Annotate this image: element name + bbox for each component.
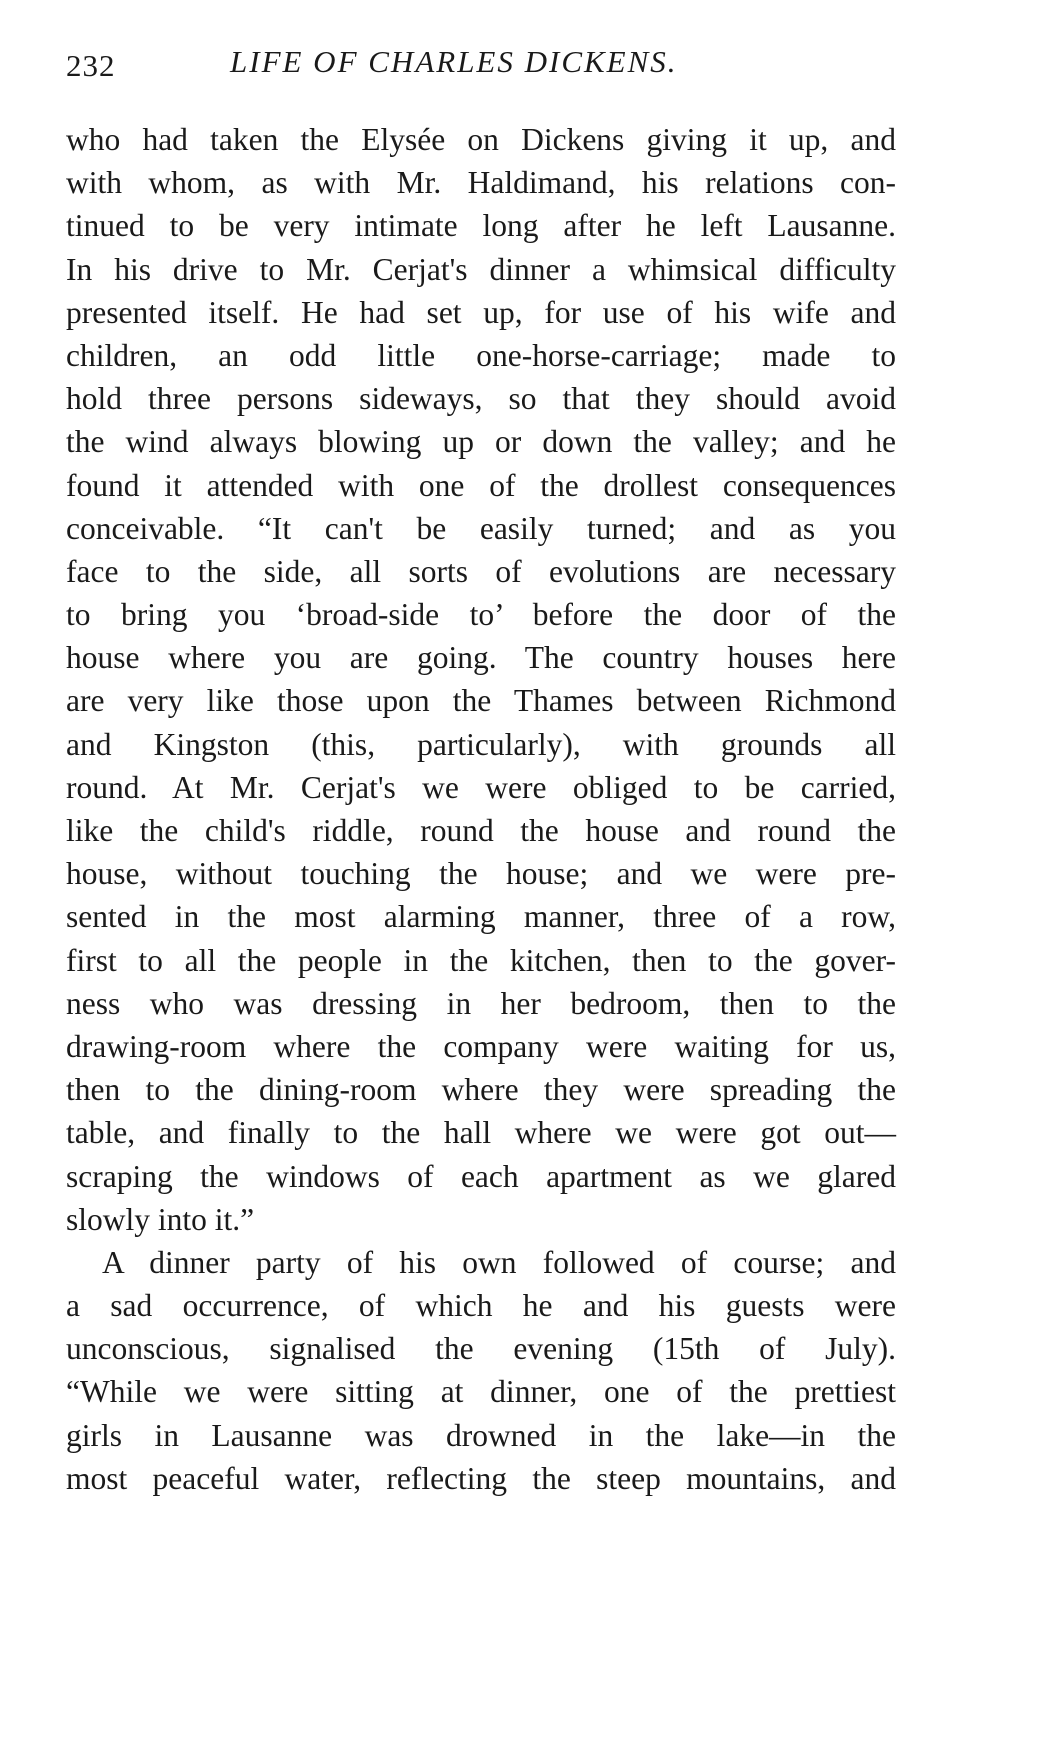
text-line: like the child's riddle, round the house and round the <box>66 813 896 848</box>
text-line: slowly into it.” <box>66 1201 255 1237</box>
text-line: and Kingston (this, particularly), with grounds all <box>66 726 896 762</box>
text-line: then to the dining-room where they were spreading the <box>66 1072 896 1108</box>
text-line: presented itself. He had set up, for use of his wife and <box>66 294 896 330</box>
text-line: tinued to be very intimate long after he left Lausanne. <box>66 208 896 244</box>
text-line: the wind always blowing up or down the valley; and he <box>66 424 896 460</box>
running-head <box>66 42 896 86</box>
text-line: unconscious, signalised the evening (15th of July). <box>66 1331 896 1367</box>
text-line: A dinner party of his own followed of course; and <box>102 1244 896 1280</box>
text-line: scraping the windows of each apartment as we glared <box>66 1158 896 1194</box>
text-line: drawing-room where the company were waiting for us, <box>66 1028 896 1064</box>
text-line: round. At Mr. Cerjat's we were obliged to be carried, <box>66 769 896 805</box>
paragraph-2 <box>66 1241 896 1500</box>
text-line: table, and finally to the hall where we were got out— <box>66 1115 896 1151</box>
text-line: house where you are going. The country houses here <box>66 640 896 676</box>
text-line: ness who was dressing in her bedroom, then to the <box>66 985 896 1021</box>
text-line: children, an odd little one-horse-carriage; made to <box>66 337 896 373</box>
text-line: most peaceful water, reflecting the steep mountains, and <box>66 1460 896 1496</box>
text-line: “While we were sitting at dinner, one of the prettiest <box>66 1374 896 1410</box>
text-line: are very like those upon the Thames between Richmond <box>66 683 896 719</box>
page-number: 232 <box>66 48 116 83</box>
text-line: conceivable. “It can't be easily turned; and as you <box>66 510 896 546</box>
text-line: face to the side, all sorts of evolutions are necessary <box>66 553 896 589</box>
text-line: first to all the people in the kitchen, then to the gover- <box>66 942 896 978</box>
text-line: girls in Lausanne was drowned in the lake—in the <box>66 1417 896 1453</box>
text-line: a sad occurrence, of which he and his guests were <box>66 1288 896 1324</box>
running-title: LIFE OF CHARLES DICKENS. <box>230 44 678 79</box>
text-line: In his drive to Mr. Cerjat's dinner a whimsical difficulty <box>66 251 896 287</box>
text-line: sented in the most alarming manner, three of a row, <box>66 899 896 935</box>
text-line: house, without touching the house; and we were pre- <box>66 856 896 892</box>
text-line: to bring you ‘broad-side to’ before the door of the <box>66 597 896 633</box>
paragraph-1 <box>66 118 896 1241</box>
text-line: with whom, as with Mr. Haldimand, his relations con- <box>66 165 896 201</box>
text-line: found it attended with one of the drollest consequences <box>66 467 896 503</box>
body-text <box>66 118 896 1500</box>
text-line: hold three persons sideways, so that they should avoid <box>66 381 896 417</box>
text-line: who had taken the Elysée on Dickens giving it up, and <box>66 122 896 157</box>
